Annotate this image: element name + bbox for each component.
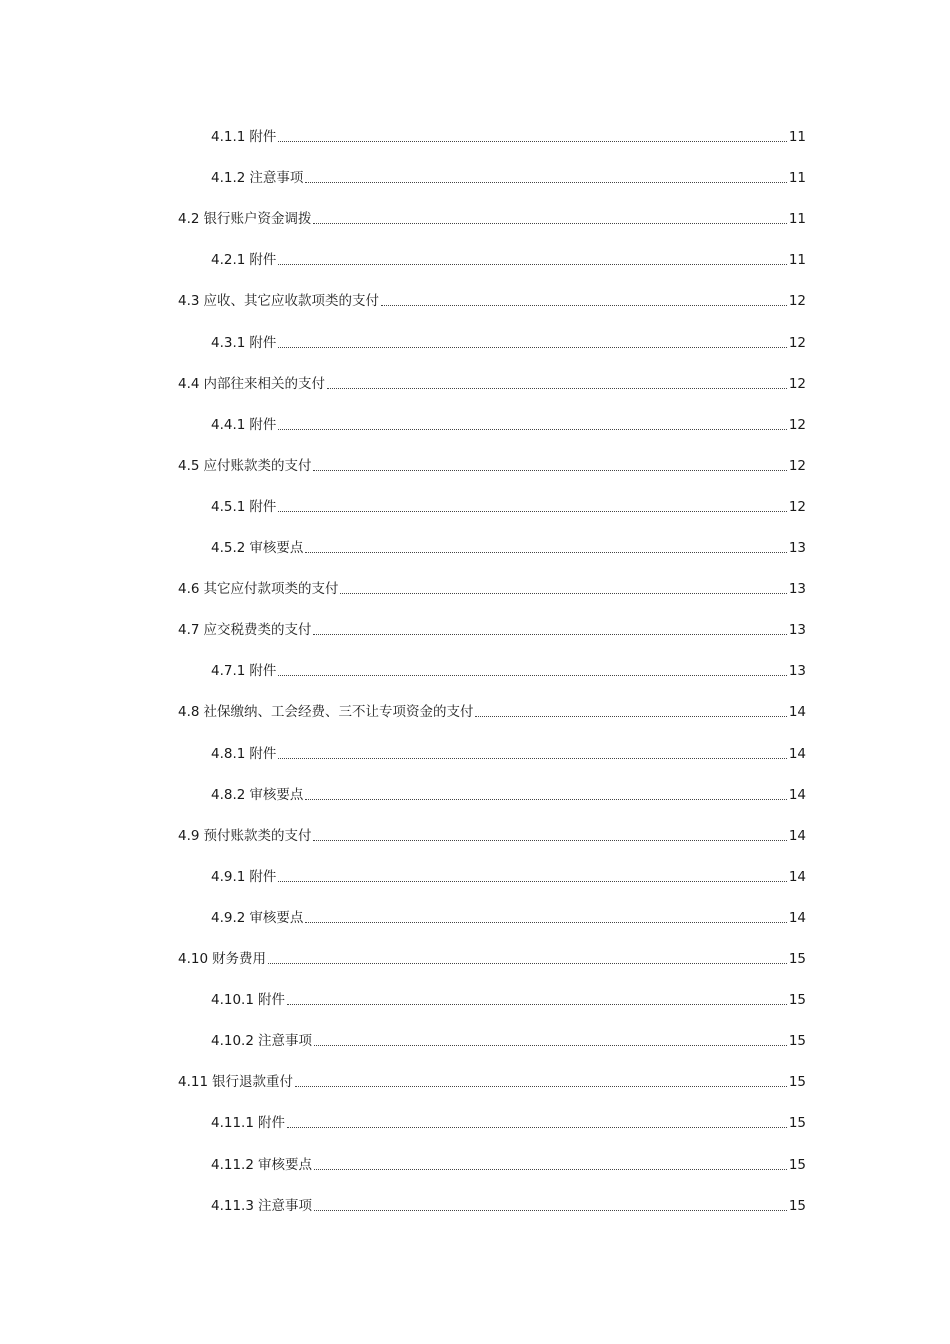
toc-entry-title: 注意事项 [257, 1033, 312, 1049]
toc-entry-title: 预付账款类的支付 [203, 828, 312, 844]
toc-entry[interactable] [211, 330, 806, 352]
toc-entry-number: 4.8 [178, 704, 200, 720]
toc-entry-number: 4.7.1 [211, 663, 246, 679]
toc-dot-leader [278, 264, 786, 265]
toc-dot-leader [305, 922, 786, 923]
toc-dot-leader [295, 1086, 787, 1087]
toc-entry[interactable] [211, 1193, 806, 1215]
toc-entry-number: 4.7 [178, 622, 200, 638]
toc-entry-page-number: 11 [788, 211, 806, 227]
toc-entry[interactable] [211, 535, 806, 557]
toc-entry-page-number: 13 [788, 581, 806, 597]
toc-entry-number: 4.4.1 [211, 417, 246, 433]
toc-dot-leader [314, 1045, 787, 1046]
toc-entry-title: 审核要点 [249, 910, 304, 926]
toc-dot-leader [340, 593, 786, 594]
toc-entry[interactable] [211, 165, 806, 187]
toc-entry-page-number: 14 [788, 910, 806, 926]
toc-entry-title: 审核要点 [257, 1157, 312, 1173]
toc-dot-leader [313, 470, 786, 471]
toc-dot-leader [305, 552, 786, 553]
toc-entry-title: 附件 [249, 335, 277, 351]
toc-dot-leader [314, 1169, 787, 1170]
toc-entry-page-number: 11 [788, 252, 806, 268]
toc-entry-title: 注意事项 [257, 1198, 312, 1214]
toc-entry-title: 附件 [249, 417, 277, 433]
toc-entry-page-number: 14 [788, 704, 806, 720]
toc-entry-page-number: 12 [788, 376, 806, 392]
toc-entry-number: 4.11.3 [211, 1198, 254, 1214]
toc-entry-page-number: 14 [788, 869, 806, 885]
toc-dot-leader [305, 182, 786, 183]
toc-entry-page-number: 12 [788, 293, 806, 309]
toc-entry-number: 4.2 [178, 211, 200, 227]
toc-entry-number: 4.5.2 [211, 540, 246, 556]
toc-entry-number: 4.2.1 [211, 252, 246, 268]
toc-entry-page-number: 14 [788, 787, 806, 803]
toc-entry[interactable] [211, 1152, 806, 1174]
toc-entry-title: 附件 [257, 1115, 285, 1131]
toc-entry-title: 注意事项 [249, 170, 304, 186]
toc-dot-leader [381, 305, 787, 306]
toc-dot-leader [278, 511, 786, 512]
toc-dot-leader [313, 634, 786, 635]
toc-entry-page-number: 12 [788, 417, 806, 433]
toc-entry[interactable] [211, 741, 806, 763]
toc-entry[interactable] [211, 412, 806, 434]
toc-entry-page-number: 15 [788, 1074, 806, 1090]
toc-entry-title: 社保缴纳、工会经费、三不让专项资金的支付 [203, 704, 474, 720]
toc-dot-leader [313, 840, 786, 841]
toc-dot-leader [314, 1210, 787, 1211]
toc-entry-number: 4.9 [178, 828, 200, 844]
toc-dot-leader [278, 429, 786, 430]
toc-entry[interactable] [178, 206, 806, 228]
toc-entry-number: 4.8.2 [211, 787, 246, 803]
toc-dot-leader [287, 1004, 787, 1005]
toc-entry-title: 附件 [249, 746, 277, 762]
toc-entry-page-number: 12 [788, 499, 806, 515]
toc-entry-number: 4.5.1 [211, 499, 246, 515]
toc-entry[interactable] [211, 124, 806, 146]
toc-dot-leader [313, 223, 786, 224]
toc-entry-page-number: 15 [788, 1157, 806, 1173]
toc-entry[interactable] [211, 1110, 806, 1132]
toc-entry-number: 4.9.1 [211, 869, 246, 885]
toc-entry[interactable] [178, 823, 806, 845]
toc-dot-leader [305, 799, 786, 800]
toc-entry[interactable] [211, 247, 806, 269]
toc-dot-leader [268, 963, 787, 964]
toc-entry-page-number: 14 [788, 746, 806, 762]
toc-entry-page-number: 11 [788, 129, 806, 145]
toc-entry[interactable] [211, 905, 806, 927]
toc-entry-page-number: 13 [788, 540, 806, 556]
toc-dot-leader [278, 675, 786, 676]
toc-entry-title: 附件 [249, 252, 277, 268]
toc-dot-leader [278, 347, 786, 348]
toc-entry-page-number: 15 [788, 1198, 806, 1214]
toc-entry-title: 附件 [249, 663, 277, 679]
toc-entry-page-number: 14 [788, 828, 806, 844]
toc-entry-title: 其它应付款项类的支付 [203, 581, 339, 597]
toc-entry-page-number: 15 [788, 1115, 806, 1131]
toc-entry-number: 4.10.1 [211, 992, 254, 1008]
toc-entry[interactable] [178, 576, 806, 598]
toc-entry-title: 银行退款重付 [212, 1074, 294, 1090]
toc-entry[interactable] [178, 288, 806, 310]
toc-entry-title: 附件 [249, 499, 277, 515]
toc-entry[interactable] [211, 987, 806, 1009]
toc-entry-title: 银行账户资金调拨 [203, 211, 312, 227]
toc-entry-number: 4.6 [178, 581, 200, 597]
toc-entry-title: 内部往来相关的支付 [203, 376, 325, 392]
toc-entry[interactable] [211, 782, 806, 804]
toc-entry-number: 4.1.1 [211, 129, 246, 145]
toc-entry-page-number: 12 [788, 335, 806, 351]
toc-entry-title: 附件 [249, 129, 277, 145]
toc-entry-title: 附件 [257, 992, 285, 1008]
toc-entry-title: 应付账款类的支付 [203, 458, 312, 474]
toc-entry[interactable] [211, 658, 806, 680]
toc-entry-number: 4.9.2 [211, 910, 246, 926]
toc-entry-page-number: 15 [788, 951, 806, 967]
toc-entry-page-number: 15 [788, 1033, 806, 1049]
toc-entry-number: 4.1.2 [211, 170, 246, 186]
toc-entry[interactable] [178, 617, 806, 639]
toc-entry-number: 4.10 [178, 951, 209, 967]
toc-entry-page-number: 11 [788, 170, 806, 186]
toc-entry[interactable] [178, 371, 806, 393]
toc-entry[interactable] [211, 864, 806, 886]
toc-entry-title: 审核要点 [249, 540, 304, 556]
toc-entry-number: 4.8.1 [211, 746, 246, 762]
toc-entry-page-number: 15 [788, 992, 806, 1008]
toc-entry-number: 4.5 [178, 458, 200, 474]
toc-dot-leader [327, 388, 787, 389]
toc-entry[interactable] [178, 699, 806, 721]
toc-entry-title: 应收、其它应收款项类的支付 [203, 293, 379, 309]
toc-dot-leader [278, 141, 786, 142]
toc-entry-number: 4.11 [178, 1074, 209, 1090]
toc-dot-leader [475, 716, 786, 717]
toc-dot-leader [287, 1127, 787, 1128]
toc-entry-number: 4.3 [178, 293, 200, 309]
toc-entry-title: 应交税费类的支付 [203, 622, 312, 638]
toc-entry[interactable] [211, 1028, 806, 1050]
toc-entry[interactable] [178, 453, 806, 475]
toc-entry[interactable] [178, 1069, 806, 1091]
toc-entry-title: 审核要点 [249, 787, 304, 803]
toc-entry-page-number: 13 [788, 622, 806, 638]
toc-entry[interactable] [211, 494, 806, 516]
toc-dot-leader [278, 881, 786, 882]
toc-entry-page-number: 12 [788, 458, 806, 474]
toc-entry[interactable] [178, 946, 806, 968]
toc-entry-page-number: 13 [788, 663, 806, 679]
toc-entry-title: 财务费用 [212, 951, 267, 967]
toc-entry-number: 4.4 [178, 376, 200, 392]
toc-entry-number: 4.11.1 [211, 1115, 254, 1131]
toc-dot-leader [278, 758, 786, 759]
toc-entry-title: 附件 [249, 869, 277, 885]
toc-entry-number: 4.11.2 [211, 1157, 254, 1173]
toc-entry-number: 4.10.2 [211, 1033, 254, 1049]
toc-entry-number: 4.3.1 [211, 335, 246, 351]
